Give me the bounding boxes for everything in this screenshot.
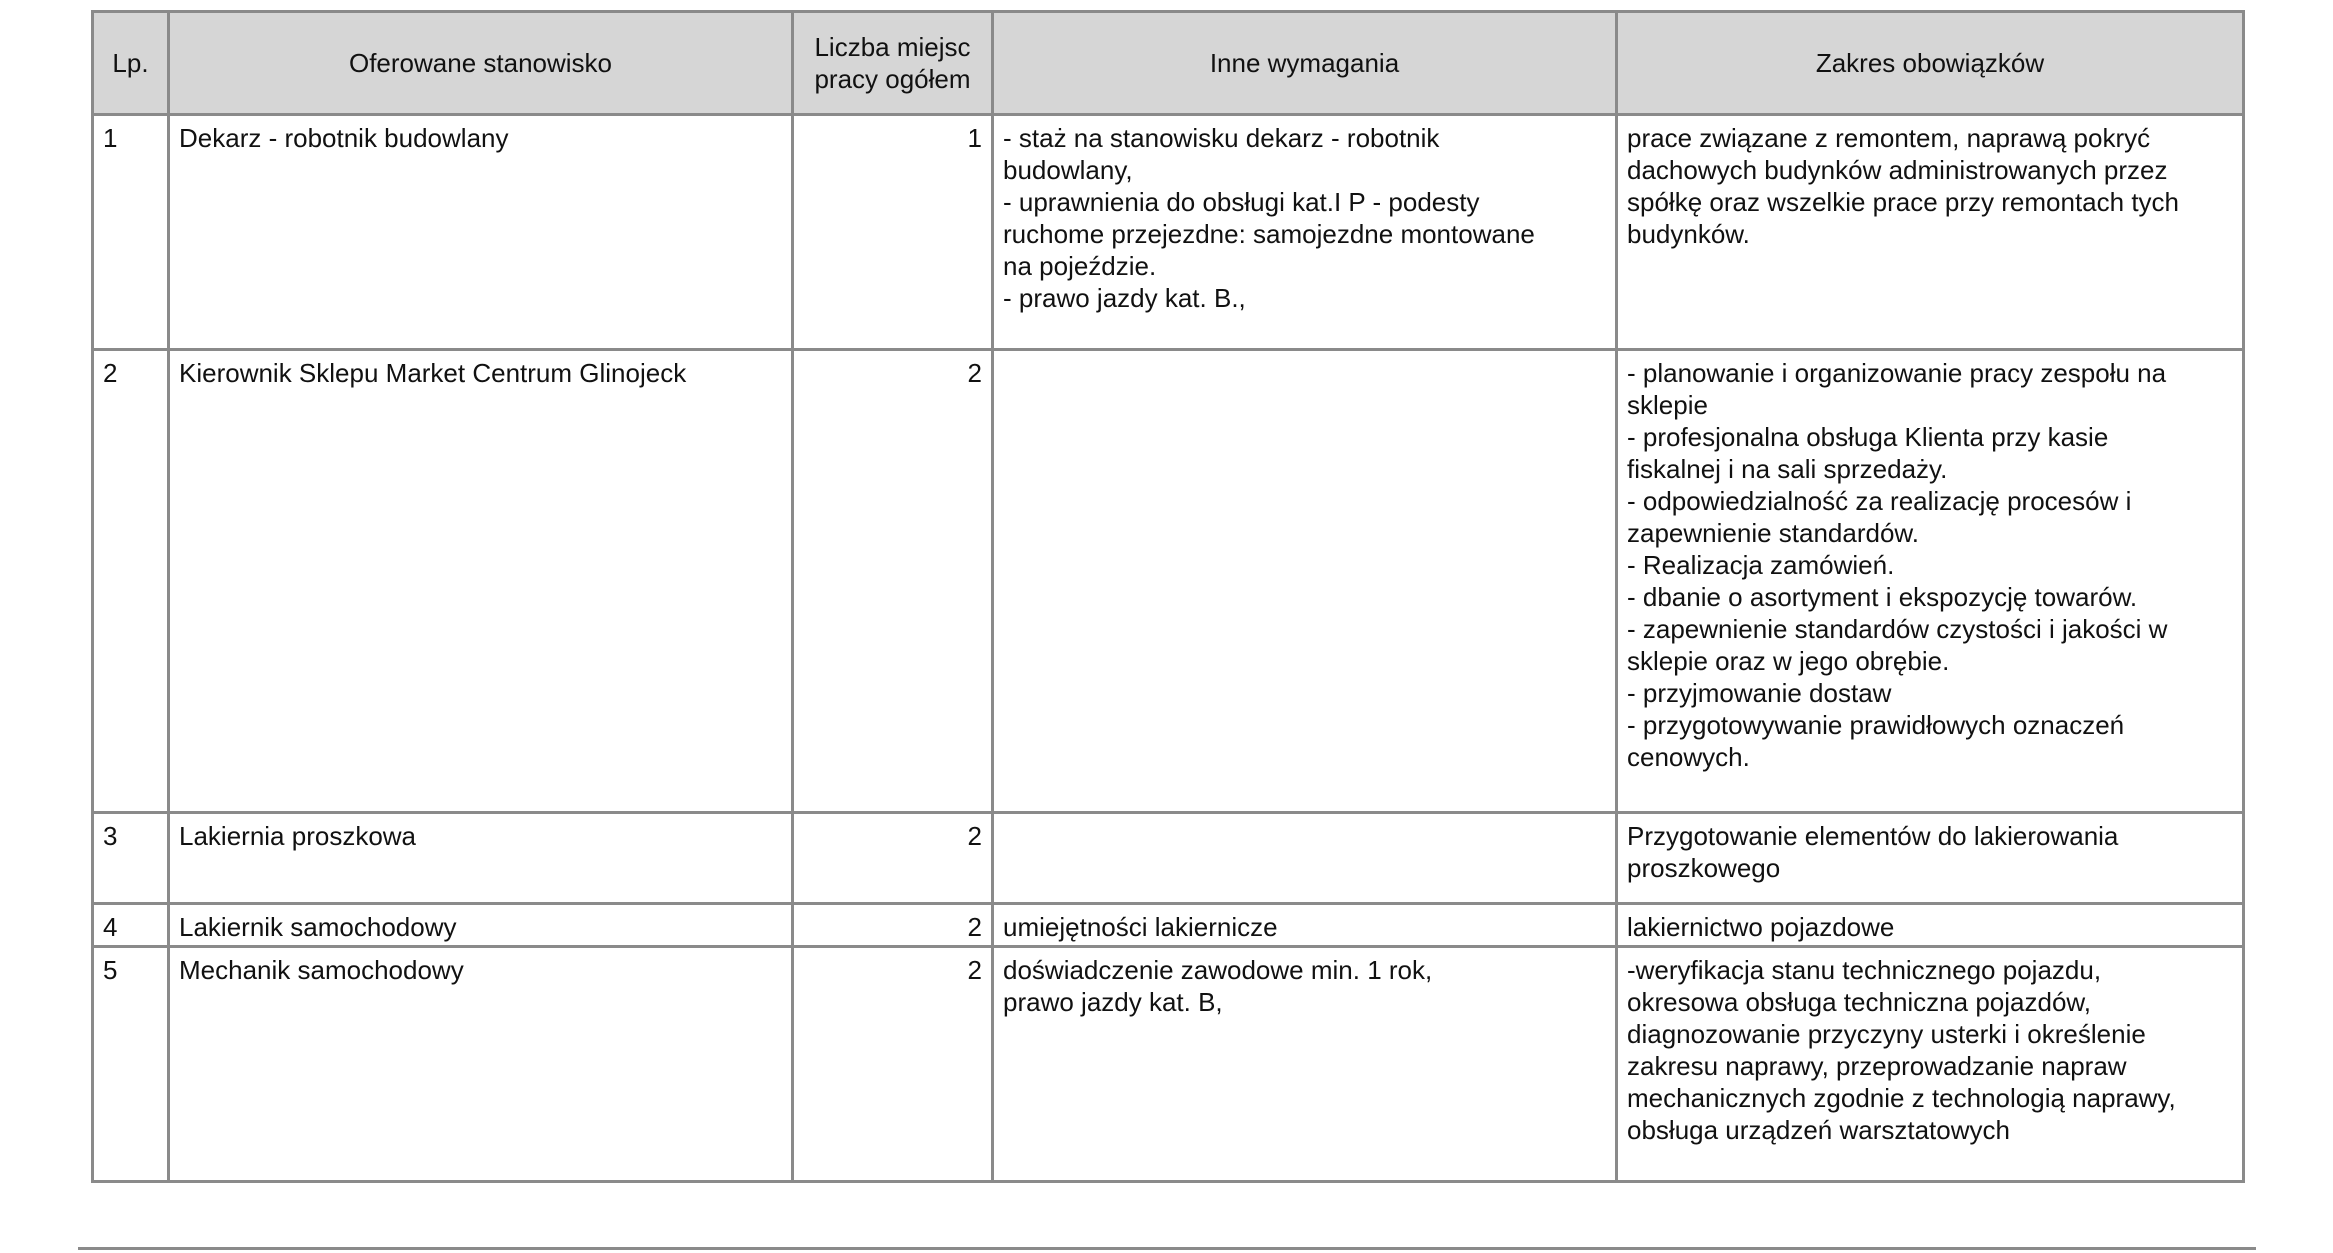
cell-duties: prace związane z remontem, naprawą pokryć dachowych budynków administrowanych przez spółkę oraz wszelkie prace przy remontach tych budynków.: [1617, 115, 2244, 350]
table-row: [93, 813, 2244, 904]
header-duties: Zakres obowiązków: [1617, 12, 2244, 115]
table-row: [93, 947, 2244, 1182]
table-row: [93, 115, 2244, 350]
header-count: Liczba miejsc pracy ogółem: [793, 12, 993, 115]
header-lp: Lp.: [93, 12, 169, 115]
job-offers-table: [91, 10, 2245, 1183]
cell-lp: 3: [93, 813, 169, 904]
cell-position: Dekarz - robotnik budowlany: [169, 115, 793, 350]
header-requirements: Inne wymagania: [993, 12, 1617, 115]
table-row: [93, 904, 2244, 947]
cell-lp: 5: [93, 947, 169, 1182]
table-row: [93, 350, 2244, 813]
cell-requirements: doświadczenie zawodowe min. 1 rok, prawo jazdy kat. B,: [993, 947, 1617, 1182]
cell-requirements: umiejętności lakiernicze: [993, 904, 1617, 947]
cell-duties: lakiernictwo pojazdowe: [1617, 904, 2244, 947]
footer-divider: [78, 1247, 2256, 1250]
cell-count: 2: [793, 350, 993, 813]
cell-count: 2: [793, 904, 993, 947]
job-offers-table-wrapper: [91, 10, 2242, 1183]
table-header-row: [93, 12, 2244, 115]
cell-position: Lakiernik samochodowy: [169, 904, 793, 947]
cell-position: Kierownik Sklepu Market Centrum Glinojeck: [169, 350, 793, 813]
cell-lp: 4: [93, 904, 169, 947]
header-position: Oferowane stanowisko: [169, 12, 793, 115]
cell-count: 2: [793, 947, 993, 1182]
cell-requirements: - staż na stanowisku dekarz - robotnik budowlany, - uprawnienia do obsługi kat.I P - podesty ruchome przejezdne: samojezdne montowane na pojeździe. - prawo jazdy kat. B.,: [993, 115, 1617, 350]
cell-duties: Przygotowanie elementów do lakierowania proszkowego: [1617, 813, 2244, 904]
cell-position: Lakiernia proszkowa: [169, 813, 793, 904]
cell-count: 2: [793, 813, 993, 904]
cell-requirements: [993, 813, 1617, 904]
cell-lp: 1: [93, 115, 169, 350]
cell-count: 1: [793, 115, 993, 350]
cell-requirements: [993, 350, 1617, 813]
cell-duties: -weryfikacja stanu technicznego pojazdu, okresowa obsługa techniczna pojazdów, diagnozowanie przyczyny usterki i określenie zakresu naprawy, przeprowadzanie napraw mechanicznych zgodnie z technologią naprawy, obsługa urządzeń warsztatowych: [1617, 947, 2244, 1182]
cell-position: Mechanik samochodowy: [169, 947, 793, 1182]
cell-lp: 2: [93, 350, 169, 813]
cell-duties: - planowanie i organizowanie pracy zespołu na sklepie - profesjonalna obsługa Klienta przy kasie fiskalnej i na sali sprzedaży. - odpowiedzialność za realizację procesów i zapewnienie standardów. - Realizacja zamówień. - dbanie o asortyment i ekspozycję towarów. - zapewnienie standardów czystości i jakości w sklepie oraz w jego obrębie. - przyjmowanie dostaw - przygotowywanie prawidłowych oznaczeń cenowych.: [1617, 350, 2244, 813]
